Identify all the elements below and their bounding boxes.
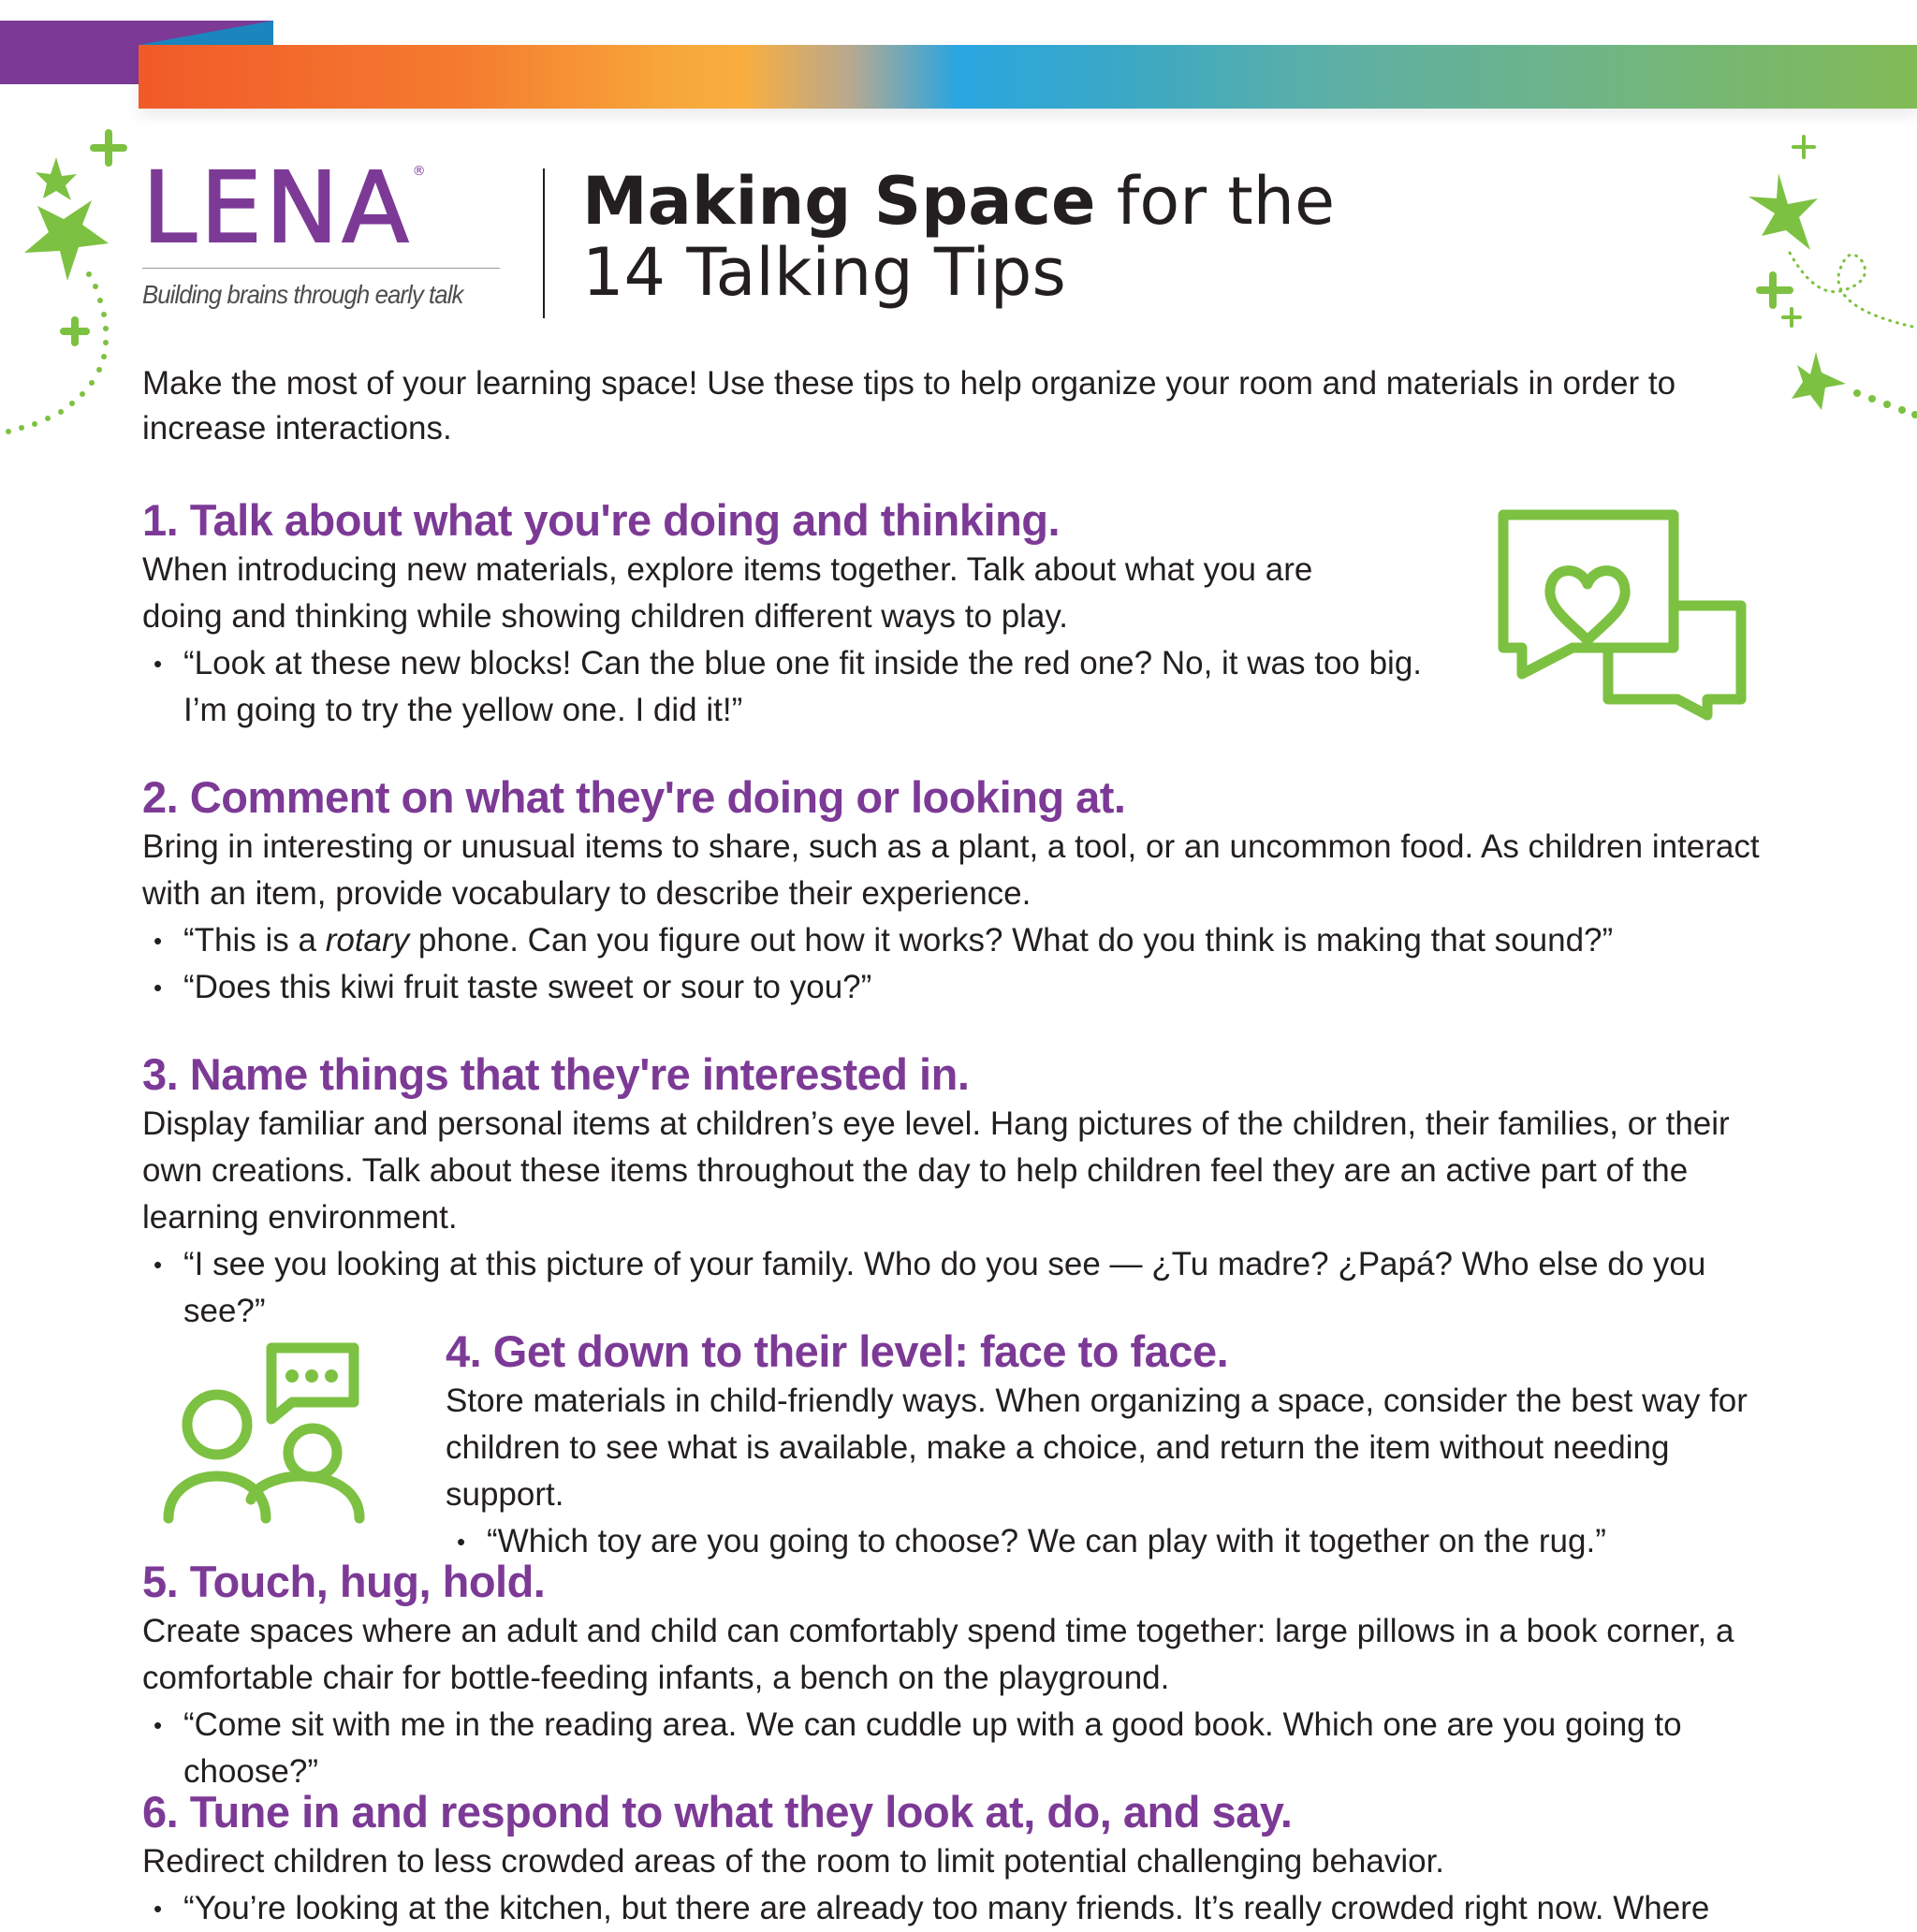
tip-heading: 6. Tune in and respond to what they look at, do, and say. — [142, 1787, 1293, 1837]
bullet-italic-word: rotary — [325, 922, 410, 959]
intro-paragraph: Make the most of your learning space! Use these tips to help organize your room and materials in order to increase interactions. — [142, 365, 1676, 446]
tip-bullet: • “Which toy are you going to choose? We can play with it together on the rug.” — [446, 1518, 1793, 1565]
two-people-speech-bubble-icon — [161, 1340, 367, 1528]
tip-bullets — [142, 1702, 1790, 1795]
lena-logo — [142, 151, 505, 310]
tip-bullets — [142, 917, 1790, 1011]
logo-wordmark-text: LENA — [142, 151, 413, 265]
title-line-1 — [582, 163, 1336, 240]
chat-bubbles-heart-icon — [1496, 507, 1758, 724]
tip-bullets — [142, 1241, 1771, 1335]
tip-4 — [446, 1325, 1793, 1565]
title-line-2: 14 Talking Tips — [582, 233, 1066, 311]
bullet-text: phone. Can you figure out how it works? What do you think is making that sound?” — [409, 922, 1614, 959]
tip-bullet: • “Does this kiwi fruit taste sweet or sour to you?” — [142, 964, 1790, 1011]
tip-heading: 2. Comment on what they're doing or looking at. — [142, 772, 1126, 822]
bullet-text: “This is a — [183, 922, 326, 959]
header-band-gradient — [139, 45, 1917, 109]
tip-body: Display familiar and personal items at children’s eye level. Hang pictures of the children, their families, or their own creations. Talk about these items throughout the day to help children feel they are an active part of the learning environment. — [142, 1105, 1730, 1236]
tip-heading: 5. Touch, hug, hold. — [142, 1557, 546, 1606]
tip-6 — [142, 1786, 1790, 1932]
tip-5 — [142, 1556, 1790, 1795]
tip-heading: 4. Get down to their level: face to face. — [446, 1326, 1229, 1376]
tip-1 — [142, 494, 1453, 734]
star-decoration-left-icon — [0, 122, 150, 449]
tip-2 — [142, 771, 1790, 1011]
tip-bullet: • “You’re looking at the kitchen, but there are already too many friends. It’s really crowded right now. Where — [142, 1885, 1790, 1932]
tip-bullet: • “I see you looking at this picture of your family. Who do you see — ¿Tu madre? ¿Papá? Who else do you see?” — [142, 1241, 1771, 1335]
page-title — [582, 163, 1336, 311]
logo-tagline: Building brains through early talk — [142, 280, 463, 309]
tip-body: Store materials in child-friendly ways. When organizing a space, consider the best way for children to see what is available, make a choice, and return the item without needing support. — [446, 1383, 1748, 1513]
tip-bullet — [142, 917, 1790, 964]
title-light: for the — [1095, 163, 1336, 240]
tip-bullet: • “Look at these new blocks! Can the blue one fit inside the red one? No, it was too big. I’m going to try the yellow one. I did it!” — [142, 640, 1438, 734]
logo-divider — [142, 268, 500, 269]
tip-heading: 3. Name things that they're interested in. — [142, 1049, 970, 1099]
registered-mark: ® — [412, 164, 430, 179]
title-divider — [543, 168, 545, 318]
title-bold: Making Space — [582, 163, 1096, 240]
tip-body: Redirect children to less crowded areas of the room to limit potential challenging behavior. — [142, 1843, 1445, 1880]
tip-body: Bring in interesting or unusual items to share, such as a plant, a tool, or an uncommon food. As children interact with an item, provide vocabulary to describe their experience. — [142, 828, 1760, 912]
tip-bullets — [142, 1885, 1790, 1932]
tip-bullets — [142, 640, 1453, 734]
tip-heading: 1. Talk about what you're doing and thinking. — [142, 495, 1061, 545]
tip-body: Create spaces where an adult and child can comfortably spend time together: large pillows in a book corner, a comfortable chair for bottle-feeding infants, a bench on the playground. — [142, 1613, 1734, 1696]
tip-bullet: • “Come sit with me in the reading area. We can cuddle up with a good book. Which one are you going to choose?” — [142, 1702, 1790, 1795]
tip-body: When introducing new materials, explore items together. Talk about what you are doing and thinking while showing children different ways to play. — [142, 551, 1313, 635]
logo-wordmark — [142, 151, 430, 265]
tip-3 — [142, 1048, 1771, 1335]
